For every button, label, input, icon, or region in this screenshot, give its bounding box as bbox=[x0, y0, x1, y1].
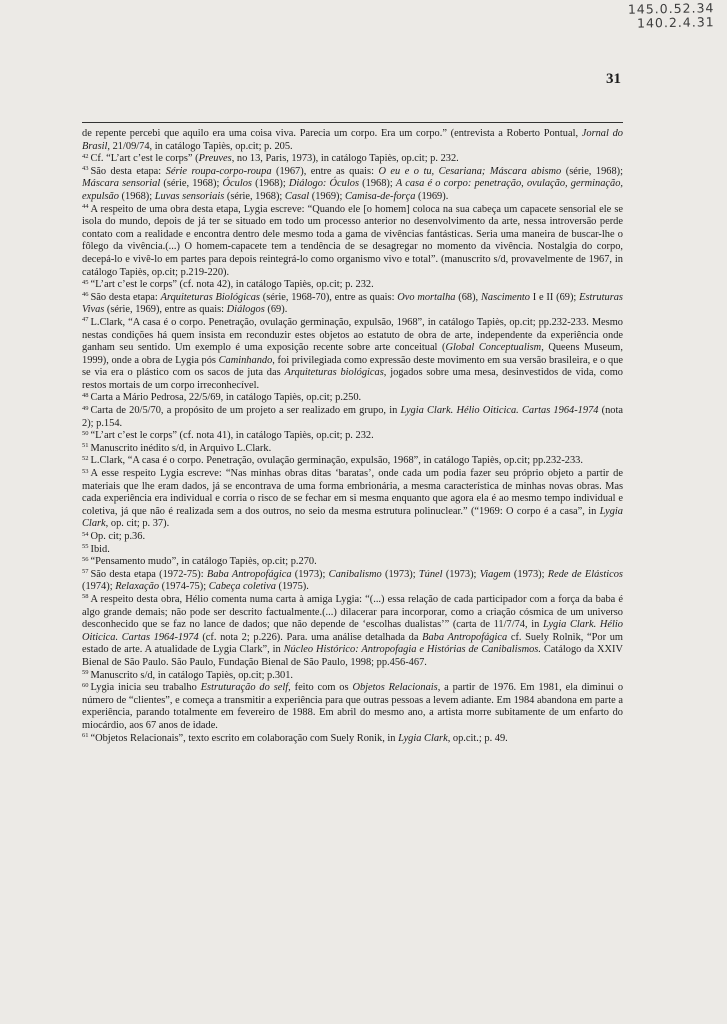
footnote-number: 59 bbox=[82, 669, 89, 677]
footnote-text: (1968); bbox=[118, 190, 155, 202]
footnote bbox=[82, 455, 623, 468]
footnote-text: (1973); bbox=[381, 568, 419, 580]
footnote-italic-text: Preuves bbox=[198, 153, 232, 165]
footnote-italic-text: Relaxação bbox=[115, 581, 160, 593]
footnote-text: , jogados sobre uma mesa, desinvestidos de vida, como restos mortais de um corpo irreconhecível. bbox=[82, 367, 623, 391]
footnote-text: , foi privilegiada como expressão deste movimento em sua versão brasileira, e o que se via era o plástico com os sacos de juta das bbox=[82, 354, 624, 379]
footnote-text: (1969). bbox=[415, 190, 449, 202]
footnote-italic-text: Arquiteturas biológicas bbox=[284, 367, 384, 379]
footnote-text: (68), bbox=[455, 291, 481, 303]
footnote-text: (nota 2); p.154. bbox=[82, 405, 623, 429]
footnote-italic-text: Viagem bbox=[479, 568, 511, 580]
footnote-italic-text: Rede de Elásticos bbox=[547, 568, 623, 580]
footnote-number: 57 bbox=[82, 568, 89, 576]
footnote-italic-text: Baba Antropofágica bbox=[422, 631, 508, 643]
footnote-italic-text: Núcleo Histórico: Antropofagia e Histórias de Canibalismos. bbox=[283, 644, 541, 656]
footnote-separator bbox=[82, 122, 623, 123]
footnote bbox=[82, 405, 623, 430]
footnote-text: , a partir de 1976. Em 1981, ela diminui o número de “clientes”, e começa a transmitir a experiência para que outras pessoas a levem adiante. Em 1984 abandona em parte a experiência, parando totalmente em fevereiro de 1988. Em abril do mesmo ano, a artista morre subitamente de um enfarto do miocárdio, aos 67 anos de idade. bbox=[82, 682, 624, 731]
footnote-text: Manuscrito s/d, in catálogo Tapiès, op.cit; p.301. bbox=[90, 669, 294, 681]
footnote-text: “L’art c’est le corps” (cf. nota 41), in catálogo Tapiès, op.cit; p. 232. bbox=[90, 430, 374, 442]
footnote-text: Manuscrito inédito s/d, in Arquivo L.Clark. bbox=[90, 442, 272, 454]
footnote-italic-text: O eu e o tu, Cesariana; Máscara abismo bbox=[378, 165, 562, 177]
footnote-text: São desta etapa: bbox=[90, 291, 161, 303]
footnote-italic-text: Túnel bbox=[418, 568, 443, 580]
footnote-text: (série, 1968-70), entre as quais: bbox=[259, 291, 398, 303]
footnote bbox=[82, 682, 623, 732]
footnote-text: Cf. “L’art c’est le corps” ( bbox=[90, 153, 199, 165]
footnote-number: 55 bbox=[82, 543, 89, 551]
footnote-text: Catálogo da XXIV Bienal de São Paulo. São Paulo, Fundação Bienal de São Paulo, 1998; pp.456-467. bbox=[82, 644, 623, 668]
footnote-text: (1968); bbox=[251, 178, 289, 190]
footnote-text: Ibid. bbox=[90, 543, 110, 555]
footnote-text: (série, 1968); bbox=[224, 190, 285, 202]
footnote-text: “Pensamento mudo”, in catálogo Tapiès, op.cit; p.270. bbox=[90, 556, 317, 568]
footnote bbox=[82, 317, 623, 393]
footnote-text: , op.cit.; p. 49. bbox=[447, 732, 508, 744]
footnote-text: (1974-75); bbox=[159, 581, 209, 593]
footnote-text: (1968); bbox=[359, 178, 396, 190]
footnote bbox=[82, 279, 623, 292]
footnote-italic-text: Caminhando bbox=[218, 354, 273, 366]
footnote-text: (série, 1968); bbox=[561, 165, 624, 177]
footnote-text: L.Clark, “A casa é o corpo. Penetração, ovulação germinação, expulsão, 1968”, in catálogo Tapiès, op.cit; pp.232-233. bbox=[90, 455, 583, 467]
footnote-text: (cf. nota 2; p.226). Para. uma análise detalhada da bbox=[198, 631, 423, 643]
footnote-number: 58 bbox=[82, 593, 89, 601]
footnote-italic-text: Global Conceptualism bbox=[445, 342, 542, 354]
footnote-number: 56 bbox=[82, 555, 89, 563]
footnote-number: 44 bbox=[82, 203, 89, 211]
footnote bbox=[82, 594, 623, 670]
footnote bbox=[82, 556, 623, 569]
footnote-text: (série, 1969), entre as quais: bbox=[104, 304, 227, 316]
footnote bbox=[82, 544, 623, 557]
footnote-text: I e II (69); bbox=[530, 291, 580, 303]
footnote bbox=[82, 204, 623, 280]
footnote-italic-text: Cabeça coletiva bbox=[208, 581, 276, 593]
footnote-text: (69). bbox=[264, 304, 288, 316]
footnote-number: 42 bbox=[82, 152, 89, 160]
footnote-text: (série, 1968); bbox=[160, 178, 223, 190]
footnote-text: Lygia inicia seu trabalho bbox=[90, 682, 201, 694]
footnote-text: “L’art c’est le corps” (cf. nota 42), in catálogo Tapiès, op.cit; p. 232. bbox=[90, 279, 374, 291]
archive-code bbox=[628, 1, 715, 31]
footnote-text: A respeito desta obra, Hélio comenta numa carta à amiga Lygia: “(...) essa relação de cada participador com a força da baba é algo grande demais; não pode ser descrito factualmente.(...) dilacerar para incorporar, como a criação cósmica de um universo desconhecido que se faz no lance de dados; que não depende de ‘escolhas dualistas’” (carta de 11/7/74, in bbox=[82, 593, 623, 631]
footnote-text: A respeito de uma obra desta etapa, Lygia escreve: “Quando ele [o homem] coloca na sua cabeça um capacete sensorial ele se isola do mundo, depois de já ter se situado em todo um processo anterior no desenvolvimento da arte, nessa introversão perde contato com a realidade e encontra dentro dele mesmo toda a gama de vivências fantásticas. Seria uma maneira de buscar-lhe o fôlego da vivência.(...) O homem-capacete tem a tendência de se desagregar no momento da vivência. Nostalgia do corpo, decepá-lo e vivê-lo em partes para depois reintegrá-lo como organismo vivo e total”. (manuscrito s/d, provavelmente de 1967, in catálogo Tapiès, op.cit; p.219-220). bbox=[82, 203, 623, 278]
footnote-italic-text: Luvas sensoriais bbox=[154, 190, 225, 202]
footnote-italic-text: Camisa-de-força bbox=[344, 190, 416, 202]
footnote-text: feito com os bbox=[290, 682, 353, 694]
footnote-text: , Queens Museum, 1999), onde a obra de Lygia pós bbox=[82, 342, 623, 366]
footnote bbox=[82, 569, 623, 594]
footnote-text: de repente percebi que aquilo era uma coisa viva. Parecia um corpo. Era um corpo.” (entrevista a Roberto Pontual, bbox=[82, 128, 582, 139]
footnote-italic-text: Estruturas Vivas bbox=[82, 291, 623, 316]
footnote-number: 45 bbox=[82, 278, 89, 286]
footnote bbox=[82, 430, 623, 443]
footnote-text: (1974); bbox=[82, 581, 116, 593]
footnote-text: (1973); bbox=[442, 568, 480, 580]
page-number: 31 bbox=[606, 71, 621, 87]
footnote-italic-text: Diálogo: Óculos bbox=[288, 178, 359, 190]
footnote-text: Carta a Mário Pedrosa, 22/5/69, in catálogo Tapiès, op.cit; p.250. bbox=[90, 392, 362, 404]
footnote-text: , no 13, Paris, 1973), in catálogo Tapiès, op.cit; p. 232. bbox=[231, 153, 459, 165]
footnote-text: (1973); bbox=[510, 568, 548, 580]
footnote-text: L.Clark, “A casa é o corpo. Penetração, ovulação germinação, expulsão, 1968”, in catálogo Tapiès, op.cit; pp.232-233. Mesmo nestas condições há quem insista em reconduzir estes objetos ao estatuto de obra de arte, independente da experiência onde ganham seu sentido. Um exemplo é uma exposição recente sobre arte conceitual ( bbox=[82, 316, 623, 354]
footnote-text: “Objetos Relacionais”, texto escrito em colaboração com Suely Ronik, in bbox=[90, 732, 399, 744]
footnote-number: 60 bbox=[82, 681, 89, 689]
footnote-number: 50 bbox=[82, 429, 89, 437]
archive-code-line: 140.2.4.31 bbox=[637, 14, 716, 31]
footnote-italic-text: Óculos bbox=[222, 178, 252, 190]
footnote-text: , 21/09/74, in catálogo Tapiès, op.cit; p. 205. bbox=[107, 140, 293, 152]
footnote-italic-text: Lygia Clark. Hélio Oiticica. Cartas 1964-1974 bbox=[82, 619, 623, 643]
footnote-text: São desta etapa (1972-75): bbox=[90, 568, 207, 580]
footnote-italic-text: Canibalismo bbox=[328, 568, 382, 580]
footnote-italic-text: Estruturação do self, bbox=[200, 682, 291, 694]
footnote-number: 49 bbox=[82, 404, 89, 412]
footnote bbox=[82, 153, 623, 166]
footnote-text: (1969); bbox=[309, 190, 345, 202]
footnote-number: 54 bbox=[82, 530, 89, 538]
footnote-number: 53 bbox=[82, 467, 89, 475]
footnote-text: (1973); bbox=[291, 568, 329, 580]
footnote-italic-text: Casal bbox=[284, 190, 310, 202]
footnote-italic-text: Objetos Relacionais bbox=[352, 682, 438, 694]
footnote-italic-text: Arquiteturas Biológicas bbox=[160, 291, 260, 303]
footnote-text: A esse respeito Lygia escreve: “Nas minhas obras ditas ‘baratas’, onde cada um podia fazer seu próprio objeto a partir de materiais que lhe eram dados, já se encontrava de uma forma embrionária, a mesma característica de minhas novas obras. Mas cada experiência era individual e corria o risco de se fechar em si mesma enquanto que agora ela é ao mesmo tempo individual e coletiva, já que não é realizada sem a dos outros, no seio da mesma estrutura polinuclear.” (“1969: O corpo é a casa”, in bbox=[82, 468, 623, 517]
footnote-number: 61 bbox=[82, 732, 89, 739]
footnote bbox=[82, 166, 623, 204]
footnote-italic-text: Diálogos bbox=[226, 304, 265, 316]
footnote bbox=[82, 392, 623, 405]
footnote bbox=[82, 128, 623, 153]
footnote-italic-text: Máscara sensorial bbox=[82, 178, 161, 190]
footnote-italic-text: Lygia Clark bbox=[82, 505, 623, 530]
footnote bbox=[82, 468, 623, 531]
footnote-number: 48 bbox=[82, 391, 89, 399]
footnote-number: 47 bbox=[82, 316, 89, 324]
footnote-number: 43 bbox=[82, 165, 89, 173]
footnote-italic-text: Lygia Clark. Hélio Oiticica. Cartas 1964-1974 bbox=[400, 405, 599, 417]
footnote-italic-text: Lygia Clark bbox=[398, 732, 448, 744]
footnote-italic-text: Ovo mortalha bbox=[397, 291, 456, 303]
archive-code-line: 145.0.52.34 bbox=[628, 0, 715, 17]
footnotes bbox=[82, 128, 623, 745]
footnote bbox=[82, 733, 623, 746]
footnote bbox=[82, 670, 623, 683]
footnote bbox=[82, 531, 623, 544]
footnote-text: Carta de 20/5/70, a propósito de um projeto a ser realizado em grupo, in bbox=[90, 405, 401, 417]
footnote-text: São desta etapa: bbox=[90, 165, 166, 177]
footnote-text: Op. cit; p.36. bbox=[90, 531, 146, 542]
footnote-italic-text: Nascimento bbox=[480, 291, 530, 303]
footnote-italic-text: A casa é o corpo: penetração, ovulação, germinação, expulsão bbox=[82, 178, 624, 202]
footnote-number: 46 bbox=[82, 291, 89, 299]
footnote-number: 51 bbox=[82, 442, 89, 450]
footnote-text: (1975). bbox=[275, 581, 309, 593]
footnote-number: 52 bbox=[82, 454, 89, 462]
footnote-text: (1967), entre as quais: bbox=[271, 165, 379, 177]
footnote bbox=[82, 443, 623, 456]
footnote bbox=[82, 292, 623, 317]
footnote-text: , op. cit; p. 37). bbox=[105, 518, 170, 530]
footnote-italic-text: Baba Antropofágica bbox=[206, 568, 292, 580]
footnote-text: cf. Suely Rolnik, “Por um estado de arte. A atualidade de Lygia Clark”, in bbox=[82, 631, 623, 656]
footnote-italic-text: Série roupa-corpo-roupa bbox=[165, 165, 272, 177]
footnote-italic-text: Jornal do Brasil bbox=[82, 128, 623, 152]
